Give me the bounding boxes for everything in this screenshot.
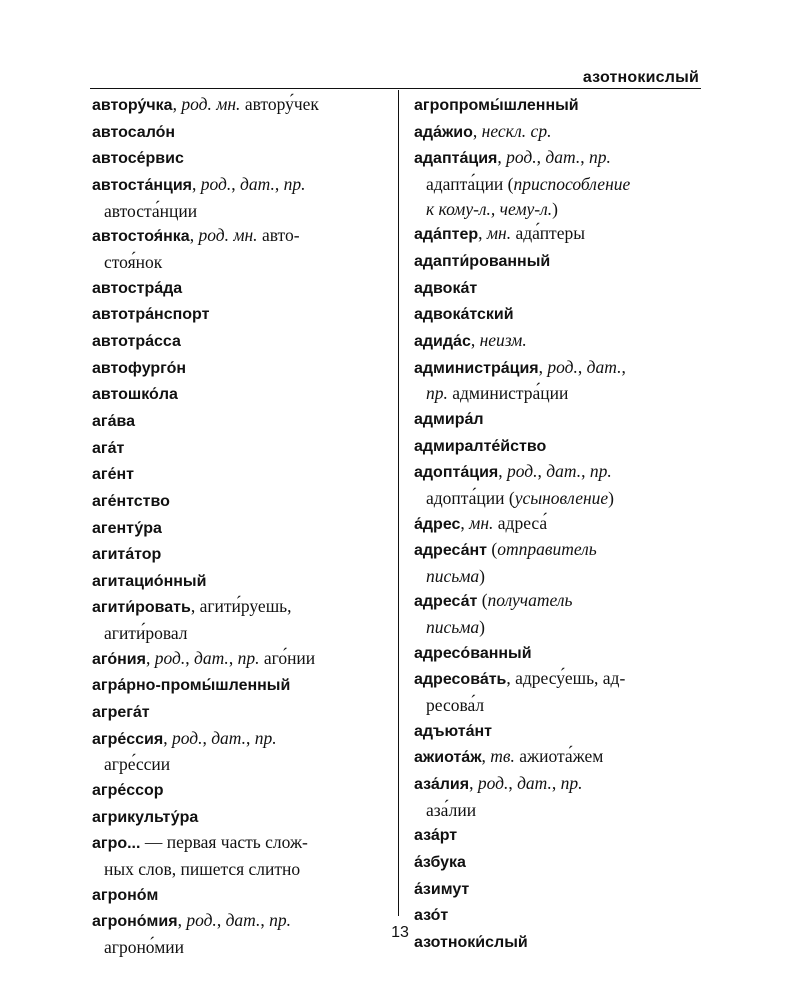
grammar-note: пр. [237, 647, 260, 668]
entry-line [414, 744, 704, 771]
entry-line [92, 435, 382, 462]
entry-text: , [537, 461, 547, 482]
entry-text: , [577, 356, 587, 377]
dictionary-entry [92, 172, 382, 223]
entry-line [414, 119, 704, 146]
headword: автостоя́нка [92, 228, 190, 246]
headword: агропромы́шленный [414, 97, 579, 114]
dictionary-entry [92, 541, 382, 568]
grammar-note: дат. [240, 173, 275, 194]
entry-continuation-line [414, 693, 704, 718]
entry-text: — первая часть слож- [140, 832, 308, 853]
grammar-note: письма [426, 565, 480, 586]
dictionary-entry [414, 771, 704, 822]
dictionary-entry [414, 301, 704, 328]
entry-line [92, 777, 382, 804]
entry-line [92, 515, 382, 542]
headword: автоста́нция [92, 176, 193, 194]
entry-text: , [470, 329, 480, 350]
entry-line [92, 726, 382, 753]
entry-continuation-line [414, 172, 704, 197]
entry-text: стоя́нок [104, 251, 163, 272]
entry-line [92, 488, 382, 515]
entry-text: , [621, 356, 626, 377]
entry-text: ( [487, 539, 498, 560]
grammar-note: мн. [469, 512, 494, 533]
headword: аза́рт [414, 827, 458, 845]
entry-line [414, 849, 704, 876]
headword: адреса́нт [414, 542, 488, 560]
right-column [414, 92, 704, 956]
headword: адресова́ть [414, 671, 507, 689]
headword: азо́т [414, 907, 449, 925]
headword: агрикульту́ра [92, 808, 199, 826]
headword: адопта́ция [414, 464, 499, 482]
entry-text: аго́нии [259, 647, 316, 668]
headword: автофурго́н [92, 359, 187, 377]
entry-text: , адресу́ешь, ад- [506, 668, 626, 689]
grammar-note: род. [200, 173, 232, 194]
entry-line [414, 876, 704, 903]
headword: аза́лия [414, 776, 470, 794]
headword: автосе́рвис [92, 150, 184, 168]
dictionary-entry [414, 145, 704, 221]
entry-text: , [538, 356, 548, 377]
dictionary-entry [92, 145, 382, 172]
dictionary-entry [92, 777, 382, 804]
entry-text: ада́птеры [511, 223, 585, 244]
grammar-note: дат. [517, 773, 552, 794]
page-number: 13 [391, 924, 409, 941]
dictionary-entry [92, 223, 382, 274]
entry-text: , [172, 94, 182, 114]
entry-line [414, 718, 704, 745]
entry-line [92, 328, 382, 355]
entry-text: адреса́ [493, 512, 548, 533]
dictionary-entry [414, 119, 704, 146]
dictionary-entry [92, 646, 382, 673]
headword: автостра́да [92, 279, 183, 297]
headword: агрега́т [92, 704, 150, 722]
dictionary-entry [92, 568, 382, 595]
dictionary-entry [414, 221, 704, 248]
headword: адвока́тский [414, 306, 514, 324]
entry-text: аза́лии [426, 799, 477, 820]
grammar-note: тв. [490, 746, 515, 767]
dictionary-entry [92, 699, 382, 726]
headword: а́збука [414, 854, 466, 872]
entry-line [92, 92, 382, 119]
grammar-note: дат. [546, 461, 582, 482]
dictionary-entry [92, 275, 382, 302]
dictionary-entry [414, 355, 704, 406]
entry-line [414, 433, 704, 460]
headword: администра́ция [414, 359, 539, 377]
entry-line [414, 221, 704, 248]
dictionary-entry [414, 433, 704, 460]
entry-text: , [189, 225, 199, 246]
headword: адапти́рованный [414, 252, 551, 270]
entry-text: , [231, 173, 241, 194]
entry-text: , [508, 773, 518, 794]
entry-line [414, 588, 704, 615]
entry-text: , [177, 910, 187, 931]
entry-text: адопта́ции ( [426, 487, 515, 508]
headword: агроно́мия [92, 913, 178, 931]
entry-line [414, 771, 704, 798]
dictionary-entry [92, 461, 382, 488]
dictionary-entry [414, 744, 704, 771]
grammar-note: род. [506, 147, 537, 168]
grammar-note: дат. [211, 727, 247, 748]
entry-continuation-line [414, 486, 704, 511]
dictionary-entry [414, 275, 704, 302]
entry-line [414, 355, 704, 382]
entry-line [92, 301, 382, 328]
entry-line [414, 640, 704, 667]
headword: адреса́т [414, 593, 478, 611]
grammar-note: род. [154, 647, 186, 668]
entry-continuation-line [92, 857, 382, 882]
entry-line [414, 92, 704, 119]
headword: агро... [92, 835, 141, 853]
dictionary-entry [414, 537, 704, 588]
entry-line [92, 830, 382, 857]
entry-line [414, 666, 704, 693]
dictionary-entry [92, 830, 382, 881]
dictionary-entry [92, 726, 382, 777]
dictionary-entry [414, 718, 704, 745]
grammar-note: род. мн. [181, 94, 241, 114]
dictionary-entry [92, 408, 382, 435]
entry-continuation-line [414, 564, 704, 589]
headword: автошко́ла [92, 386, 178, 404]
entry-line [414, 406, 704, 433]
headword: адапта́ция [414, 150, 498, 168]
dictionary-entry [92, 355, 382, 382]
dictionary-entry [92, 594, 382, 645]
headword: ада́жио [414, 123, 473, 141]
grammar-note: дат. [225, 910, 261, 931]
entry-continuation-line [92, 199, 382, 224]
entry-text: , [163, 727, 172, 748]
headword: агенту́ра [92, 519, 162, 537]
entry-line [92, 541, 382, 568]
headword: адмиралте́йство [414, 437, 547, 455]
entry-line [92, 594, 382, 621]
headword: ажиота́ж [414, 749, 482, 767]
grammar-note: род. [547, 356, 578, 377]
entry-text: ) [608, 487, 614, 508]
headword: ага́т [92, 439, 125, 457]
entry-line [92, 646, 382, 673]
header-rule [90, 88, 701, 89]
grammar-note: нескл. ср. [481, 120, 552, 141]
headword: аге́нтство [92, 492, 170, 510]
entry-line [92, 145, 382, 172]
grammar-note: род. мн. [198, 225, 258, 246]
grammar-note: письма [426, 617, 480, 638]
entry-text: , [580, 147, 589, 168]
headword: адмира́л [414, 410, 484, 428]
dictionary-entry [92, 435, 382, 462]
entry-line [92, 408, 382, 435]
dictionary-entry [92, 119, 382, 146]
entry-line [92, 882, 382, 909]
dictionary-entry [92, 804, 382, 831]
headword: ада́птер [414, 226, 479, 244]
entry-line [414, 248, 704, 275]
dictionary-entry [414, 666, 704, 717]
headword: агроно́м [92, 886, 159, 904]
entry-line [414, 145, 704, 172]
grammar-note: приспособление [513, 173, 631, 194]
headword: автору́чка [92, 97, 173, 114]
entry-line [92, 355, 382, 382]
dictionary-entry [414, 511, 704, 538]
dictionary-entry [414, 640, 704, 667]
dictionary-entry [92, 515, 382, 542]
dictionary-entry [414, 248, 704, 275]
dictionary-entry [414, 459, 704, 510]
headword: адвока́т [414, 279, 478, 297]
entry-line [414, 301, 704, 328]
left-column [92, 92, 382, 960]
entry-line [92, 381, 382, 408]
grammar-note: дат. [545, 147, 581, 168]
entry-text: , [478, 223, 487, 244]
entry-continuation-line [92, 250, 382, 275]
grammar-note: неизм. [479, 329, 527, 350]
entry-text: , [145, 647, 155, 668]
entry-text: , [581, 461, 590, 482]
headword: агра́рно-промы́шленный [92, 677, 291, 695]
entry-text: , [246, 727, 255, 748]
grammar-note: мн. [486, 223, 512, 244]
entry-text: ресова́л [426, 695, 485, 716]
dictionary-entry [414, 822, 704, 849]
grammar-note: к кому-л., чему-л. [426, 198, 553, 219]
entry-line [92, 119, 382, 146]
entry-text: автору́чек [240, 94, 319, 114]
entry-line [92, 172, 382, 199]
headword: агити́ровать [92, 599, 191, 617]
entry-continuation-line [92, 752, 382, 777]
grammar-note: пр. [254, 727, 277, 748]
headword: адида́с [414, 332, 471, 350]
headword: автосало́н [92, 123, 176, 141]
entry-line [92, 275, 382, 302]
headword: автотра́нспорт [92, 306, 210, 324]
entry-line [92, 461, 382, 488]
entry-text: , [274, 173, 284, 194]
grammar-note: пр. [588, 147, 611, 168]
entry-text: ных слов, пишется слитно [104, 859, 301, 880]
entry-text: ажиота́жем [514, 746, 604, 767]
entry-line [414, 511, 704, 538]
headword: аге́нт [92, 466, 134, 484]
column-divider [398, 90, 399, 916]
grammar-note: дат. [193, 647, 229, 668]
entry-line [92, 672, 382, 699]
entry-continuation-line [414, 615, 704, 640]
entry-text: , [469, 773, 478, 794]
grammar-note: род. [186, 910, 217, 931]
dictionary-entry [414, 876, 704, 903]
entry-text: , [192, 173, 201, 194]
running-head: азотнокислый [582, 69, 699, 86]
entry-text: , [260, 910, 270, 931]
headword: аго́ния [92, 650, 146, 668]
entry-text: ) [479, 565, 485, 586]
entry-text: , агити́руешь, [190, 596, 292, 617]
grammar-note: пр. [589, 461, 612, 482]
dictionary-entry [92, 301, 382, 328]
entry-text: , [185, 647, 194, 668]
entry-text: агроно́мии [104, 937, 185, 957]
entry-text: , [228, 647, 238, 668]
dictionary-entry [414, 588, 704, 639]
entry-text: , [481, 746, 491, 767]
entry-line [92, 568, 382, 595]
entry-line [92, 804, 382, 831]
entry-text: автоста́нции [104, 200, 198, 221]
entry-line [414, 328, 704, 355]
entry-line [414, 275, 704, 302]
entry-text: , [202, 727, 212, 748]
grammar-note: пр. [283, 173, 306, 194]
entry-text: , [216, 910, 226, 931]
headword: агита́тор [92, 546, 162, 564]
entry-text: агити́ровал [104, 623, 188, 644]
grammar-note: род. [506, 461, 538, 482]
grammar-note: род. [171, 727, 203, 748]
entry-continuation-line [414, 798, 704, 823]
dictionary-entry [414, 328, 704, 355]
headword: автотра́сса [92, 332, 181, 350]
entry-line [414, 537, 704, 564]
entry-continuation-line [92, 621, 382, 646]
dictionary-entry [92, 488, 382, 515]
dictionary-entry [414, 406, 704, 433]
headword: а́дрес [414, 515, 461, 533]
entry-text: авто- [257, 225, 300, 246]
dictionary-entry [92, 328, 382, 355]
entry-text: , [472, 120, 482, 141]
grammar-note: пр. [426, 383, 448, 404]
entry-text: , [498, 461, 507, 482]
entry-line [92, 699, 382, 726]
entry-continuation-line [414, 381, 704, 406]
headword: ага́ва [92, 412, 135, 430]
entry-text: , [497, 147, 507, 168]
dictionary-entry [414, 849, 704, 876]
grammar-note: получатель [487, 590, 573, 611]
headword: агре́ссия [92, 730, 164, 748]
dictionary-entry [92, 92, 382, 119]
grammar-note: род. [477, 773, 509, 794]
entry-text: ) [552, 198, 558, 219]
entry-line [92, 223, 382, 250]
headword: агитацио́нный [92, 572, 207, 590]
entry-continuation-line [414, 197, 704, 222]
dictionary-entry [92, 381, 382, 408]
headword: агре́ссор [92, 782, 164, 800]
headword: адресо́ванный [414, 644, 532, 662]
dictionary-entry [92, 882, 382, 909]
entry-text: адапта́ции ( [426, 173, 514, 194]
headword: азотноки́слый [414, 934, 528, 951]
grammar-note: усыновление [514, 487, 609, 508]
dictionary-entry [414, 92, 704, 119]
entry-text: администра́ции [447, 383, 569, 404]
entry-text: , [536, 147, 546, 168]
headword: а́зимут [414, 880, 470, 898]
entry-text: ) [479, 617, 485, 638]
entry-line [414, 822, 704, 849]
grammar-note: пр. [269, 910, 292, 931]
grammar-note: пр. [560, 773, 583, 794]
entry-text: ( [477, 590, 488, 611]
entry-line [414, 459, 704, 486]
headword: адъюта́нт [414, 722, 493, 740]
entry-text: , [551, 773, 561, 794]
grammar-note: отправитель [497, 539, 597, 560]
entry-text: агре́ссии [104, 754, 171, 775]
dictionary-entry [92, 672, 382, 699]
grammar-note: дат. [586, 356, 622, 377]
entry-text: , [460, 512, 470, 533]
